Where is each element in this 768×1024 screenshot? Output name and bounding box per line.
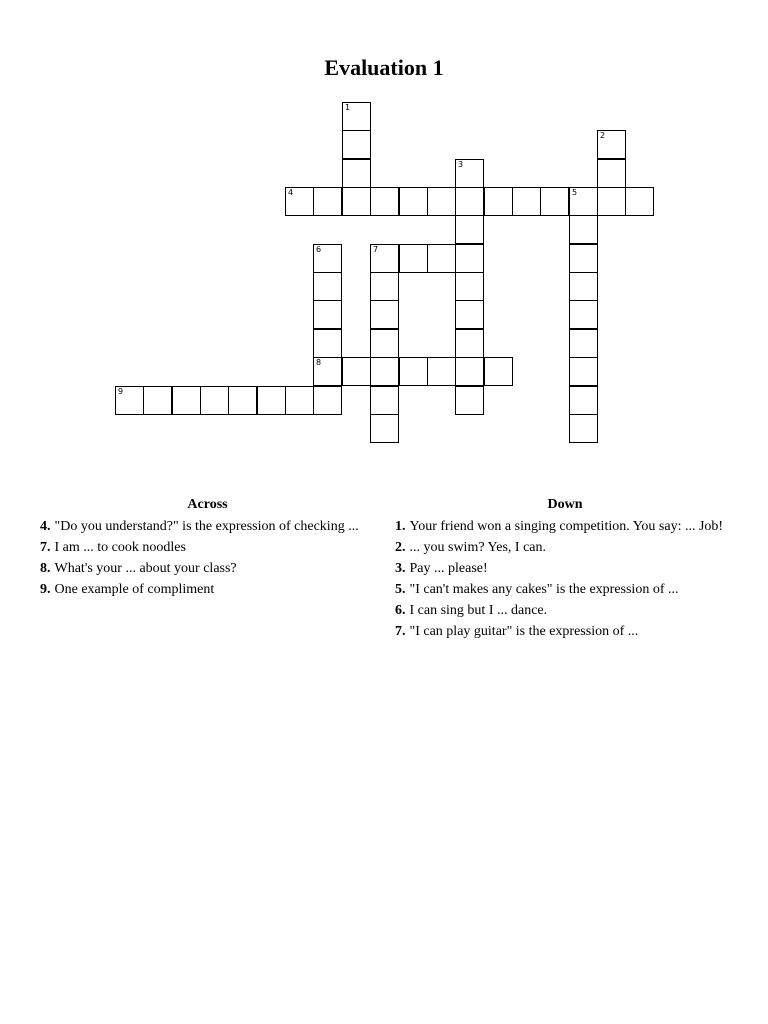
clue-number: 6. [395,603,406,618]
grid-cell[interactable] [484,357,513,386]
grid-cell[interactable] [427,187,456,216]
clue-number: 4. [40,519,51,534]
grid-cell[interactable] [399,187,428,216]
clue-text: I am ... to cook noodles [54,540,186,555]
cell-number: 8 [316,358,322,367]
grid-cell[interactable] [228,386,257,415]
clue-text: "I can't makes any cakes" is the expression of ... [409,582,679,597]
clue-text: ... you swim? Yes, I can. [409,540,546,555]
grid-cell[interactable] [399,244,428,273]
grid-cell[interactable] [455,386,484,415]
grid-cell[interactable] [512,187,541,216]
cell-number: 3 [458,160,464,169]
grid-cell[interactable] [342,357,371,386]
clue-number: 1. [395,519,406,534]
clue-number: 3. [395,561,406,576]
clue-text: One example of compliment [54,582,215,597]
grid-cell[interactable] [569,244,598,273]
grid-cell[interactable] [597,187,626,216]
grid-cell[interactable] [370,414,399,443]
down-clue [395,518,735,535]
grid-cell[interactable] [427,357,456,386]
down-clue [395,623,735,640]
across-clue [40,581,375,598]
grid-cell[interactable] [172,386,201,415]
across-clue [40,518,375,535]
grid-cell[interactable] [313,300,342,329]
grid-cell[interactable] [342,187,371,216]
crossword-grid [0,0,768,470]
clue-text: What's your ... about your class? [54,561,237,576]
clue-number: 2. [395,540,406,555]
grid-cell[interactable] [569,386,598,415]
grid-cell[interactable] [313,272,342,301]
across-clues [40,496,375,602]
grid-cell[interactable] [455,357,484,386]
grid-cell[interactable] [569,414,598,443]
across-clue [40,560,375,577]
clue-text: I can sing but I ... dance. [409,603,548,618]
grid-cell[interactable] [370,272,399,301]
grid-cell[interactable] [455,187,484,216]
cell-number: 4 [288,188,294,197]
grid-cell[interactable] [313,329,342,358]
cell-number: 1 [345,103,351,112]
grid-cell[interactable] [370,300,399,329]
grid-cell[interactable] [427,244,456,273]
clue-number: 8. [40,561,51,576]
grid-cell[interactable] [313,357,342,386]
cell-number: 5 [572,188,578,197]
grid-cell[interactable] [399,357,428,386]
page-title: Evaluation 1 [324,55,444,80]
grid-cell[interactable] [370,329,399,358]
grid-cell[interactable] [370,244,399,273]
grid-cell[interactable] [455,300,484,329]
cell-number: 7 [373,245,379,254]
grid-cell[interactable] [342,102,371,131]
grid-cell[interactable] [455,159,484,188]
clue-number: 5. [395,582,406,597]
grid-cell[interactable] [569,215,598,244]
grid-cell[interactable] [455,215,484,244]
down-header: Down [547,497,583,512]
cell-number: 9 [118,387,124,396]
grid-cell[interactable] [597,130,626,159]
clue-text: "Do you understand?" is the expression of checking ... [54,519,359,534]
grid-cell[interactable] [257,386,286,415]
across-header: Across [187,497,228,512]
grid-cell[interactable] [143,386,172,415]
grid-cell[interactable] [569,187,598,216]
grid-cell[interactable] [370,386,399,415]
down-clue [395,602,735,619]
grid-cell[interactable] [569,300,598,329]
grid-cell[interactable] [569,272,598,301]
grid-cell[interactable] [597,159,626,188]
grid-cell[interactable] [313,187,342,216]
grid-cell[interactable] [285,187,314,216]
down-clues [395,496,735,644]
clue-number: 7. [395,624,406,639]
grid-cell[interactable] [342,130,371,159]
grid-cell[interactable] [484,187,513,216]
across-clue [40,539,375,556]
grid-cell[interactable] [540,187,569,216]
cell-number: 6 [316,245,322,254]
down-clue [395,581,735,598]
grid-cell[interactable] [370,357,399,386]
clue-text: "I can play guitar" is the expression of ... [409,624,639,639]
grid-cell[interactable] [455,329,484,358]
clue-text: Your friend won a singing competition. You say: ... Job! [409,519,724,534]
grid-cell[interactable] [285,386,314,415]
down-clue [395,539,735,556]
grid-cell[interactable] [569,357,598,386]
grid-cell[interactable] [370,187,399,216]
grid-cell[interactable] [455,272,484,301]
clue-number: 7. [40,540,51,555]
grid-cell[interactable] [200,386,229,415]
down-clue [395,560,735,577]
grid-cell[interactable] [455,244,484,273]
clue-text: Pay ... please! [409,561,488,576]
grid-cell[interactable] [313,386,342,415]
grid-cell[interactable] [342,159,371,188]
grid-cell[interactable] [115,386,144,415]
grid-cell[interactable] [625,187,654,216]
grid-cell[interactable] [569,329,598,358]
clue-number: 9. [40,582,51,597]
grid-cell[interactable] [313,244,342,273]
cell-number: 2 [600,131,606,140]
